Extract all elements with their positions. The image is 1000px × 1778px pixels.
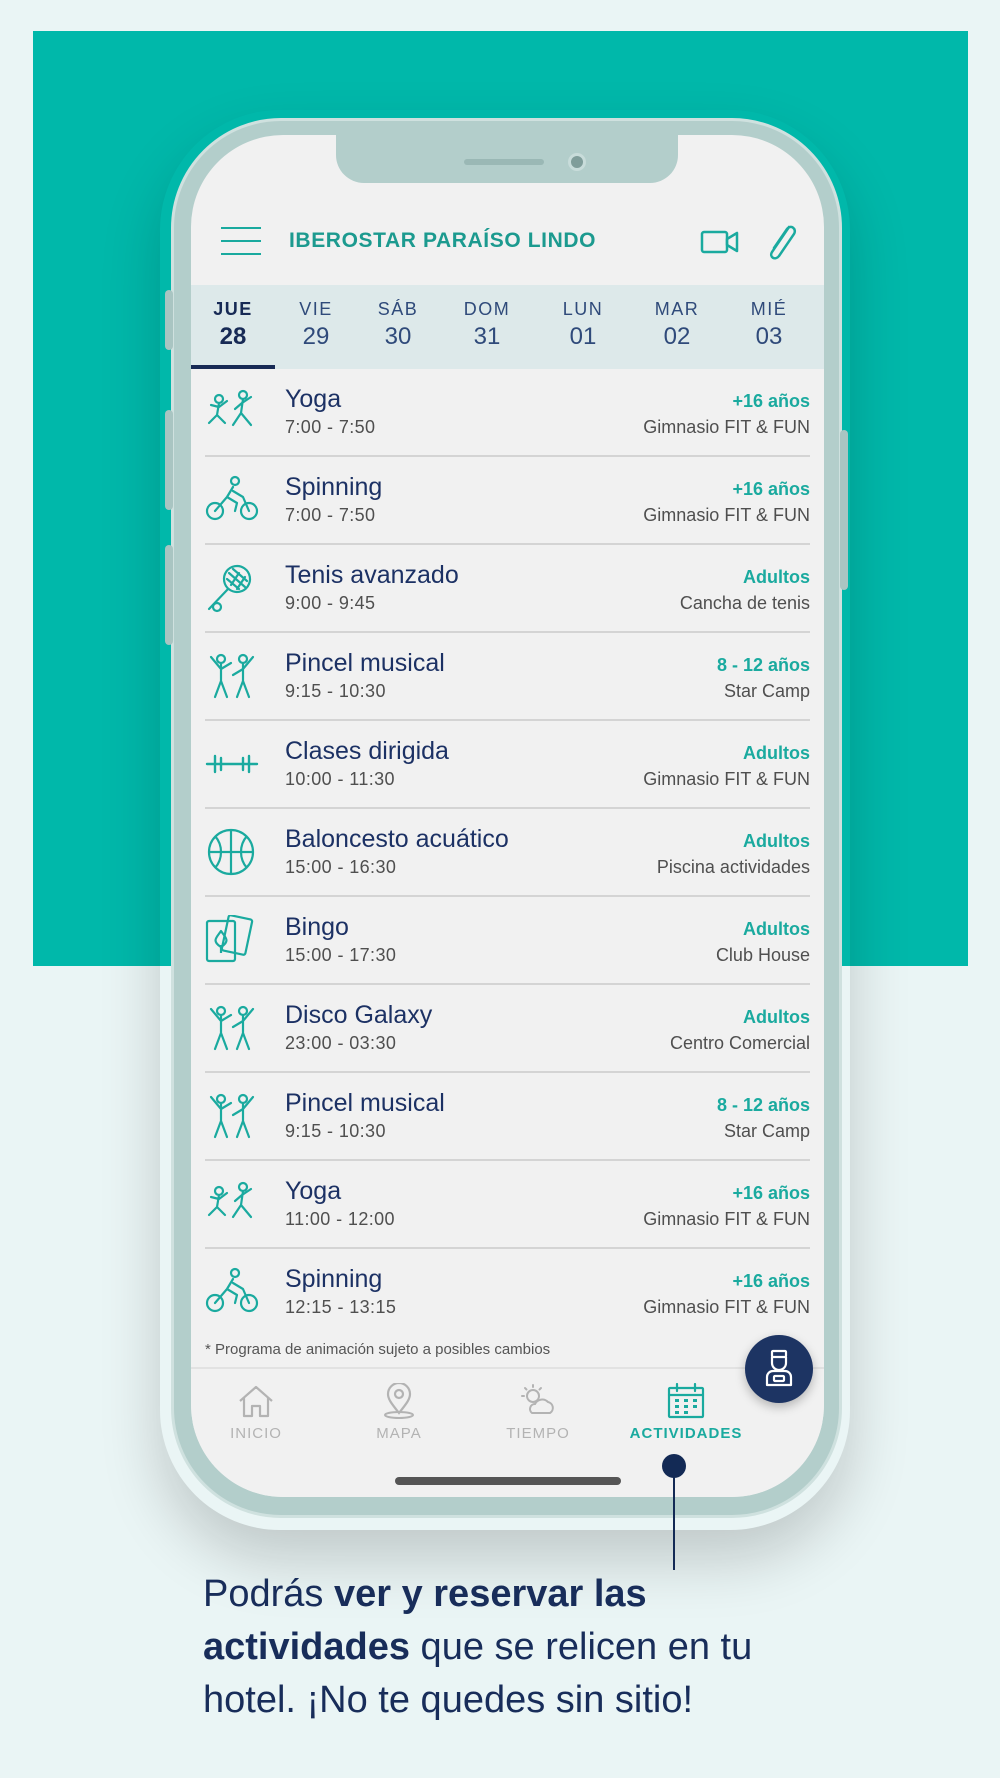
phone-side-button	[165, 545, 173, 645]
activity-time: 12:15 - 13:15	[285, 1297, 397, 1317]
nav-actividades[interactable]: ACTIVIDADES	[611, 1383, 761, 1442]
phone-notch	[336, 135, 678, 183]
promo-caption: Podrás ver y reservar las actividades que se relicen en tu hotel. ¡No te quedes sin sitio!	[203, 1573, 753, 1721]
activity-age: +16 años	[732, 1183, 810, 1203]
map-pin-icon	[379, 1383, 419, 1419]
activity-row[interactable]	[205, 721, 810, 809]
day-tab[interactable]: SÁB 30	[377, 299, 419, 350]
activity-time: 7:00 - 7:50	[285, 417, 376, 437]
concierge-button[interactable]	[745, 1335, 813, 1403]
activity-row[interactable]	[205, 809, 810, 897]
activity-name: Yoga	[285, 385, 342, 413]
activity-time: 9:15 - 10:30	[285, 681, 386, 701]
cycling-icon	[205, 475, 259, 525]
activity-place: Centro Comercial	[669, 1033, 810, 1053]
activity-place: Gimnasio FIT & FUN	[643, 1209, 810, 1229]
activity-age: Adultos	[743, 831, 810, 851]
activity-name: Disco Galaxy	[285, 1001, 433, 1029]
activity-name: Pincel musical	[285, 649, 445, 677]
activity-time: 15:00 - 17:30	[285, 945, 397, 965]
activity-list	[205, 369, 810, 1337]
activity-name: Baloncesto acuático	[285, 825, 509, 853]
activity-time: 9:15 - 10:30	[285, 1121, 386, 1141]
home-indicator	[395, 1477, 621, 1485]
hotel-title: IBEROSTAR PARAÍSO LINDO	[289, 229, 597, 252]
phone-screen	[191, 135, 824, 1497]
caption-bold: ver y reservar las actividades	[203, 1573, 647, 1668]
day-tab[interactable]: VIE 29	[299, 299, 333, 350]
basketball-icon	[205, 827, 259, 877]
activity-time: 10:00 - 11:30	[285, 769, 395, 789]
activity-place: Piscina actividades	[656, 857, 810, 877]
disclaimer-text: * Programa de animación sujeto a posibles cambios	[205, 1341, 551, 1358]
weather-icon	[518, 1383, 558, 1419]
activity-name: Bingo	[285, 913, 349, 941]
activity-row[interactable]	[205, 545, 810, 633]
activity-row[interactable]	[205, 1161, 810, 1249]
activity-row[interactable]	[205, 369, 810, 457]
activity-place: Gimnasio FIT & FUN	[643, 505, 810, 525]
cycling-icon	[205, 1267, 259, 1317]
phone-side-button	[165, 410, 173, 510]
activity-place: Cancha de tenis	[679, 593, 810, 613]
activity-name: Pincel musical	[285, 1089, 445, 1117]
activity-row[interactable]	[205, 633, 810, 721]
phone-power-button	[840, 430, 848, 590]
nav-tiempo[interactable]: TIEMPO	[473, 1383, 603, 1442]
activity-place: Gimnasio FIT & FUN	[643, 1297, 810, 1317]
activity-age: 8 - 12 años	[716, 1095, 810, 1115]
activity-name: Spinning	[285, 473, 383, 501]
activity-time: 11:00 - 12:00	[285, 1209, 395, 1229]
activity-place: Star Camp	[723, 681, 810, 701]
activity-row[interactable]	[205, 897, 810, 985]
activity-row[interactable]	[205, 1249, 810, 1337]
activity-age: +16 años	[732, 1271, 810, 1291]
home-icon	[236, 1383, 276, 1419]
activity-row[interactable]	[205, 985, 810, 1073]
activity-age: Adultos	[743, 1007, 810, 1027]
activity-time: 7:00 - 7:50	[285, 505, 376, 525]
activity-name: Yoga	[285, 1177, 342, 1205]
dumbbell-icon	[205, 739, 259, 789]
tennis-icon	[205, 563, 259, 613]
activity-time: 15:00 - 16:30	[285, 857, 397, 877]
activity-age: +16 años	[732, 391, 810, 411]
activity-row[interactable]	[205, 1073, 810, 1161]
activity-age: 8 - 12 años	[716, 655, 810, 675]
yoga-icon	[205, 1179, 259, 1229]
day-tab[interactable]: MIÉ 03	[750, 299, 788, 350]
dance-icon	[205, 651, 259, 701]
activity-place: Star Camp	[723, 1121, 810, 1141]
activity-time: 9:00 - 9:45	[285, 593, 376, 613]
yoga-icon	[205, 387, 259, 437]
calendar-icon	[666, 1383, 706, 1419]
menu-icon[interactable]	[221, 227, 261, 257]
nav-inicio[interactable]: INICIO	[191, 1383, 321, 1442]
activity-age: +16 años	[732, 479, 810, 499]
day-tab[interactable]: MAR 02	[654, 299, 700, 350]
day-tab[interactable]: DOM 31	[463, 299, 511, 350]
day-tab[interactable]: LUN 01	[562, 299, 604, 350]
dance-icon	[205, 1003, 259, 1053]
activity-place: Club House	[715, 945, 810, 965]
activity-age: Adultos	[743, 919, 810, 939]
activity-name: Tenis avanzado	[285, 561, 459, 589]
paperclip-icon[interactable]	[759, 219, 801, 263]
concierge-icon	[745, 1335, 813, 1403]
activity-time: 23:00 - 03:30	[285, 1033, 397, 1053]
nav-mapa[interactable]: MAPA	[334, 1383, 464, 1442]
video-camera-icon[interactable]	[699, 219, 741, 263]
phone-side-button	[165, 290, 173, 350]
activity-row[interactable]	[205, 457, 810, 545]
activity-age: Adultos	[743, 743, 810, 763]
front-camera	[568, 153, 586, 171]
app-header	[191, 205, 824, 285]
activity-age: Adultos	[743, 567, 810, 587]
dance-icon	[205, 1091, 259, 1141]
activity-place: Gimnasio FIT & FUN	[643, 417, 810, 437]
activity-name: Spinning	[285, 1265, 383, 1293]
pointer-line	[673, 1466, 675, 1570]
day-tab[interactable]: JUE 28	[191, 285, 275, 369]
speaker	[464, 159, 544, 165]
cards-icon	[205, 915, 259, 965]
activity-name: Clases dirigida	[285, 737, 449, 765]
activity-place: Gimnasio FIT & FUN	[643, 769, 810, 789]
day-selector	[191, 285, 824, 369]
